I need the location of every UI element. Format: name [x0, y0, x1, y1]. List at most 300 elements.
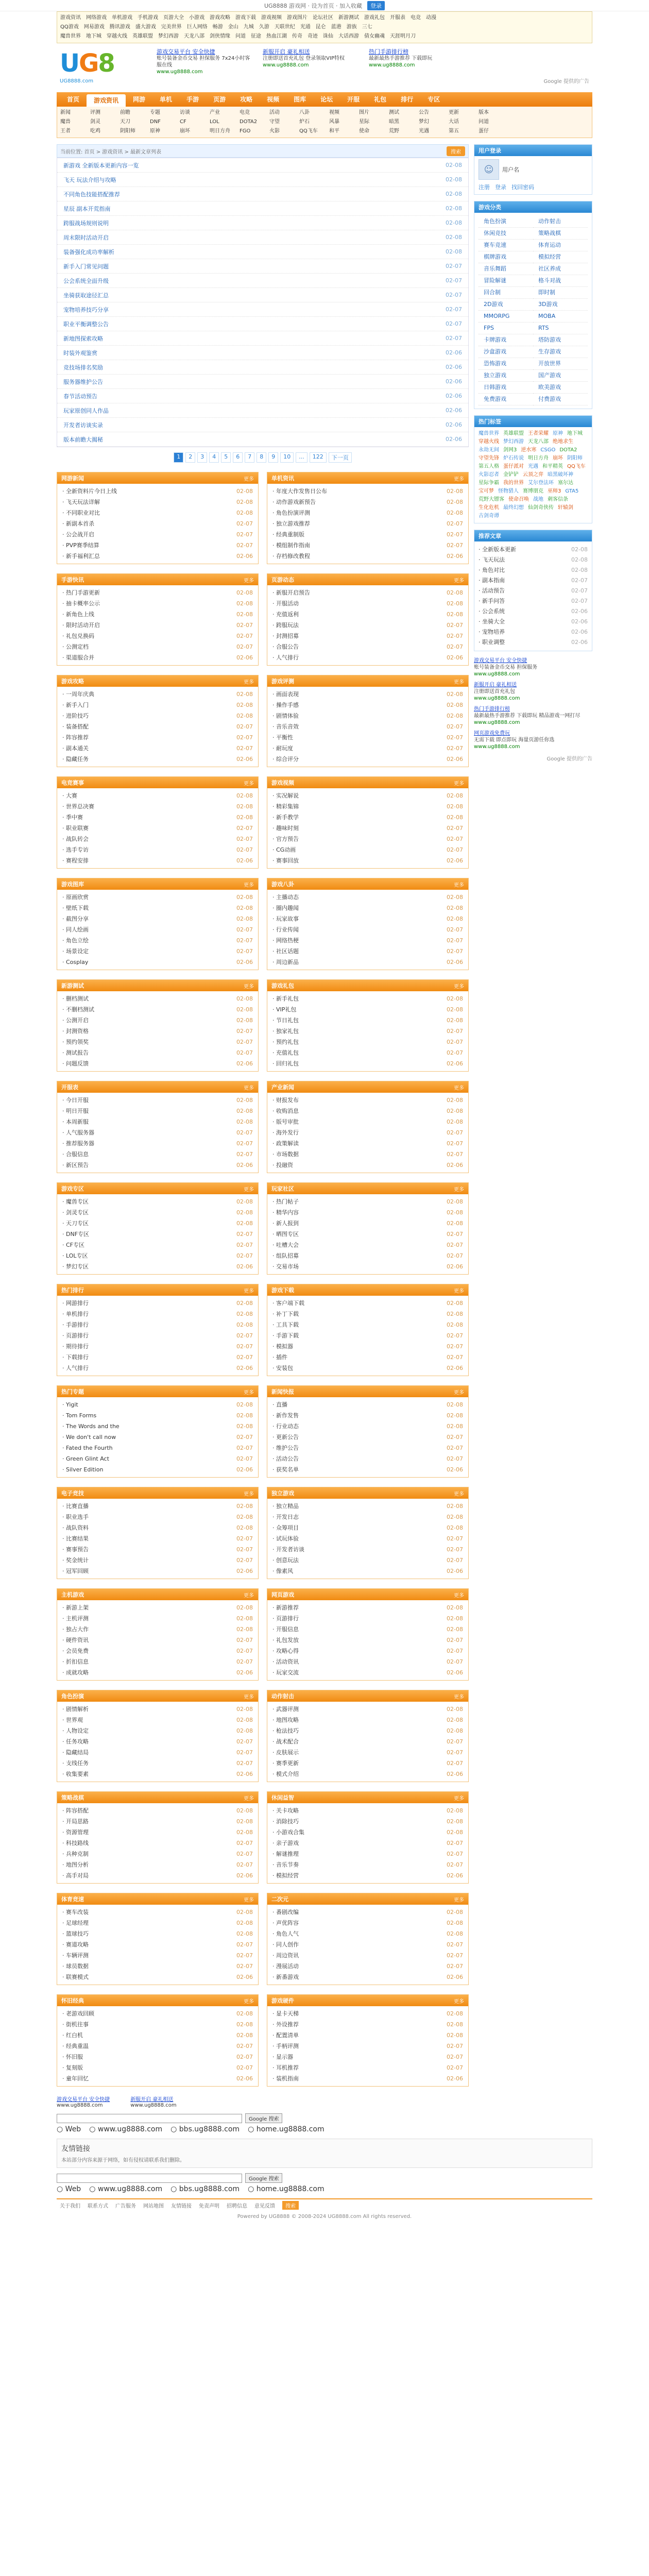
box-title[interactable]: 独立游戏: [271, 1490, 294, 1497]
quick-link[interactable]: 天涯明月刀: [390, 33, 416, 39]
box-item-title[interactable]: · 童年回忆: [62, 2075, 89, 2082]
box-item[interactable]: [272, 540, 463, 551]
box-item-title[interactable]: · 充值返利: [272, 611, 299, 618]
box-item-title[interactable]: · VIP礼包: [272, 1006, 297, 1013]
box-item[interactable]: [62, 2052, 253, 2062]
box-item-title[interactable]: · 平衡性: [272, 734, 293, 741]
box-title[interactable]: 体育竞速: [61, 1896, 84, 1903]
box-item-title[interactable]: · 精彩集锦: [272, 803, 299, 810]
tag-link[interactable]: 塞尔达: [558, 480, 573, 486]
box-item-title[interactable]: · 市场数据: [272, 1151, 299, 1158]
box-item-title[interactable]: · 页游排行: [272, 1615, 299, 1622]
box-title[interactable]: 游戏评测: [271, 678, 294, 685]
search-scope-option[interactable]: ○ Web: [57, 2185, 81, 2193]
quick-link[interactable]: 游戏图片: [287, 15, 308, 21]
box-item[interactable]: [62, 551, 253, 562]
box-item[interactable]: [62, 1319, 253, 1330]
box-item[interactable]: [62, 1160, 253, 1171]
box-item-title[interactable]: · 客户端下载: [272, 1300, 304, 1307]
list-item-title[interactable]: 玩家原创同人作品: [63, 407, 109, 414]
box-item-title[interactable]: · 模组制作指南: [272, 542, 310, 549]
box-title[interactable]: 游戏下载: [271, 1287, 294, 1294]
category-link[interactable]: 社区养成: [533, 263, 588, 275]
box-item[interactable]: [272, 1207, 463, 1218]
category-link[interactable]: 免费游戏: [479, 394, 533, 405]
box-item-title[interactable]: · 原画欣赏: [62, 894, 89, 901]
quick-link[interactable]: 光通: [300, 24, 311, 30]
box-item[interactable]: [62, 1207, 253, 1218]
box-item-title[interactable]: · 同人绘画: [62, 926, 89, 933]
box-item-title[interactable]: · 赛事回放: [272, 857, 299, 864]
box-item-title[interactable]: · 飞天玩法详解: [62, 499, 100, 505]
box-item-title[interactable]: · 剑灵专区: [62, 1209, 89, 1216]
box-item[interactable]: [272, 2008, 463, 2019]
category-link[interactable]: RTS: [533, 323, 588, 334]
list-item-title[interactable]: 版本前瞻大揭秘: [63, 436, 103, 443]
box-title[interactable]: 游戏硬件: [271, 1997, 294, 2004]
box-item[interactable]: [62, 1512, 253, 1522]
category-link[interactable]: 欧美游戏: [533, 382, 588, 394]
page-link[interactable]: 6: [233, 452, 243, 463]
box-item[interactable]: [62, 855, 253, 866]
box-item-title[interactable]: · 维护公告: [272, 1445, 299, 1451]
box-item[interactable]: [62, 1453, 253, 1464]
box-item-title[interactable]: · 行业传闻: [272, 926, 299, 933]
box-item-title[interactable]: · 操作手感: [272, 702, 299, 708]
box-item[interactable]: [272, 1838, 463, 1849]
box-item-title[interactable]: · 解谜推理: [272, 1851, 299, 1857]
footer-link[interactable]: 免责声明: [199, 2203, 219, 2209]
box-item-title[interactable]: · 经典重温: [62, 2043, 89, 2049]
nav-tab[interactable]: 手游: [186, 96, 199, 103]
category-link[interactable]: 生存游戏: [533, 346, 588, 358]
list-item[interactable]: [57, 230, 468, 245]
box-item-title[interactable]: · 开服信息: [272, 1626, 299, 1633]
box-item-title[interactable]: · 新手礼包: [272, 995, 299, 1002]
box-item-title[interactable]: · CG动画: [272, 846, 296, 853]
box-item[interactable]: [272, 1453, 463, 1464]
box-item[interactable]: [62, 700, 253, 710]
box-item-title[interactable]: · 兵种克制: [62, 1851, 89, 1857]
box-item-title[interactable]: · 阵容搭配: [62, 1807, 89, 1814]
box-item-title[interactable]: · 亲子游戏: [272, 1840, 299, 1846]
tag-link[interactable]: 云顶之弈: [523, 472, 543, 478]
box-item-title[interactable]: · 人气服务器: [62, 1129, 94, 1136]
tag-link[interactable]: 守望先锋: [479, 455, 499, 461]
box-item-title[interactable]: · 工具下载: [272, 1321, 299, 1328]
box-title[interactable]: 游戏礼包: [271, 982, 294, 989]
box-item-title[interactable]: · 老游戏回顾: [62, 2010, 94, 2017]
box-item[interactable]: [62, 993, 253, 1004]
box-item-title[interactable]: · 装备搭配: [62, 723, 89, 730]
tag-link[interactable]: 明日方舟: [528, 455, 549, 461]
box-item[interactable]: [272, 924, 463, 935]
quick-link[interactable]: 蓝港: [331, 24, 341, 30]
box-item[interactable]: [62, 1522, 253, 1533]
box-item[interactable]: [272, 1047, 463, 1058]
box-item[interactable]: [62, 935, 253, 946]
page-link[interactable]: 下一页: [329, 452, 352, 463]
box-item-title[interactable]: · 新人报到: [272, 1220, 299, 1227]
subnav-link[interactable]: 王者: [60, 128, 71, 134]
list-item[interactable]: [57, 201, 468, 216]
box-item[interactable]: [272, 1352, 463, 1363]
box-item[interactable]: [272, 957, 463, 968]
subnav-link[interactable]: 电竞: [240, 110, 250, 115]
box-item[interactable]: [62, 1544, 253, 1555]
box-title[interactable]: 游戏攻略: [61, 678, 84, 685]
box-item[interactable]: [62, 1950, 253, 1961]
box-item[interactable]: [272, 1533, 463, 1544]
more-link[interactable]: 更多: [244, 984, 254, 990]
box-item[interactable]: [272, 2052, 463, 2062]
box-item-title[interactable]: · 交易市场: [272, 1263, 299, 1270]
box-item-title[interactable]: · 外设推荐: [272, 2021, 299, 2028]
box-item[interactable]: [62, 1704, 253, 1715]
more-link[interactable]: 更多: [454, 882, 464, 888]
box-item[interactable]: [272, 1106, 463, 1116]
footer-link[interactable]: 意见反馈: [254, 2203, 275, 2209]
box-item[interactable]: [62, 1533, 253, 1544]
box-item-title[interactable]: · 声优阵容: [272, 1920, 299, 1926]
list-item-title[interactable]: 新地图探索攻略: [63, 335, 103, 342]
quick-link[interactable]: QQ游戏: [60, 24, 79, 30]
box-item[interactable]: [62, 913, 253, 924]
box-item[interactable]: [62, 844, 253, 855]
more-link[interactable]: 更多: [454, 679, 464, 685]
quick-link[interactable]: 热血江湖: [266, 33, 287, 39]
box-item[interactable]: [272, 587, 463, 598]
subnav-link[interactable]: 第五: [449, 128, 459, 134]
list-item[interactable]: [57, 403, 468, 418]
box-item[interactable]: [62, 1805, 253, 1816]
box-item-title[interactable]: · 渠道服合并: [62, 654, 94, 661]
subnav-link[interactable]: 公告: [419, 110, 429, 115]
box-item-title[interactable]: · 音乐节奏: [272, 1861, 299, 1868]
subnav-link[interactable]: 剑灵: [90, 119, 100, 125]
box-item[interactable]: [62, 924, 253, 935]
box-item-title[interactable]: · 赛道攻略: [62, 1941, 89, 1948]
box-item[interactable]: [62, 1656, 253, 1667]
box-item-title[interactable]: · 手游排行: [62, 1321, 89, 1328]
box-item[interactable]: [62, 1715, 253, 1725]
subnav-link[interactable]: 大话: [449, 119, 459, 125]
box-item-title[interactable]: · 魔兽专区: [62, 1198, 89, 1205]
box-item-title[interactable]: · 截图分享: [62, 916, 89, 922]
box-item[interactable]: [62, 1613, 253, 1624]
box-item[interactable]: [272, 1859, 463, 1870]
box-item[interactable]: [272, 903, 463, 913]
box-item[interactable]: [62, 1410, 253, 1421]
bottom-ad[interactable]: [57, 2095, 110, 2108]
recommend-title[interactable]: · 全新版本更新: [479, 546, 516, 553]
list-item-title[interactable]: 周末限时活动开启: [63, 234, 109, 241]
box-item[interactable]: [272, 1116, 463, 1127]
box-item-title[interactable]: · 独占大作: [62, 1626, 89, 1633]
site-logo[interactable]: UG8 UG8888.com: [60, 48, 147, 84]
tag-link[interactable]: 巫师3: [548, 488, 561, 494]
box-item-title[interactable]: · 周边资讯: [272, 1952, 299, 1959]
box-item[interactable]: [62, 1309, 253, 1319]
box-title[interactable]: 主机游戏: [61, 1591, 84, 1598]
category-link[interactable]: 付费游戏: [533, 394, 588, 405]
box-item-title[interactable]: · 问题反馈: [62, 1060, 89, 1067]
box-item[interactable]: [62, 1149, 253, 1160]
category-link[interactable]: 休闲竞技: [479, 228, 533, 240]
category-link[interactable]: FPS: [479, 323, 533, 334]
box-item[interactable]: [272, 2030, 463, 2041]
quick-link[interactable]: 动漫: [426, 15, 436, 21]
box-item[interactable]: [62, 1058, 253, 1069]
box-item-title[interactable]: · 直播: [272, 1401, 287, 1408]
right-ad-url[interactable]: www.ug8888.com: [474, 744, 520, 750]
box-item[interactable]: [272, 631, 463, 641]
right-ad-url[interactable]: www.ug8888.com: [474, 671, 520, 677]
box-item-title[interactable]: · 公测开启: [62, 1017, 89, 1024]
box-item[interactable]: [272, 1816, 463, 1827]
box-item[interactable]: [272, 1501, 463, 1512]
box-item[interactable]: [272, 551, 463, 562]
tag-link[interactable]: DOTA2: [559, 447, 577, 453]
box-item-title[interactable]: · 推荐服务器: [62, 1140, 94, 1147]
box-title[interactable]: 开服表: [61, 1084, 78, 1091]
more-link[interactable]: 更多: [454, 1389, 464, 1396]
right-ad[interactable]: [474, 657, 592, 677]
tag-link[interactable]: 魔兽世界: [479, 431, 499, 436]
box-item[interactable]: [62, 1501, 253, 1512]
box-item[interactable]: [272, 1704, 463, 1715]
tag-link[interactable]: 穿越火线: [479, 439, 499, 445]
box-item[interactable]: [272, 2073, 463, 2084]
box-item-title[interactable]: · 赛程安排: [62, 857, 89, 864]
subnav-link[interactable]: 访谈: [180, 110, 190, 115]
box-item[interactable]: [272, 1410, 463, 1421]
box-item[interactable]: [272, 732, 463, 743]
box-item-title[interactable]: · 更新公告: [272, 1434, 299, 1440]
bottom-ad[interactable]: [130, 2095, 176, 2108]
box-item-title[interactable]: · 战队资料: [62, 1524, 89, 1531]
list-item[interactable]: [57, 288, 468, 302]
box-item-title[interactable]: · 关卡攻略: [272, 1807, 299, 1814]
recommend-title[interactable]: · 活动预告: [479, 587, 505, 594]
subnav-link[interactable]: 更新: [449, 110, 459, 115]
box-item[interactable]: [272, 892, 463, 903]
box-item[interactable]: [62, 1555, 253, 1566]
box-item-title[interactable]: · 期待排行: [62, 1343, 89, 1350]
box-item[interactable]: [272, 1037, 463, 1047]
box-item-title[interactable]: · 玩家故事: [272, 916, 299, 922]
box-item[interactable]: [62, 587, 253, 598]
more-link[interactable]: 更多: [454, 1491, 464, 1497]
search-scope-option[interactable]: ○ bbs.ug8888.com: [170, 2185, 240, 2193]
box-item-title[interactable]: · 耳机推荐: [272, 2064, 299, 2071]
tag-link[interactable]: 古剑奇谭: [479, 513, 499, 519]
ad-title[interactable]: 游戏交易平台 安全快捷: [157, 48, 215, 55]
box-item-title[interactable]: · 剧情体验: [272, 713, 299, 719]
box-item[interactable]: [272, 946, 463, 957]
box-item[interactable]: [62, 1026, 253, 1037]
box-item-title[interactable]: · 新手入门: [62, 702, 89, 708]
box-item[interactable]: [62, 641, 253, 652]
box-item[interactable]: [62, 801, 253, 812]
box-item[interactable]: [272, 1747, 463, 1758]
quick-link[interactable]: 九城: [243, 24, 254, 30]
tag-link[interactable]: GTA5: [565, 488, 579, 494]
right-ad-title[interactable]: 游戏交易平台 安全快捷: [474, 658, 527, 664]
subnav-link[interactable]: 原神: [150, 128, 160, 134]
tag-link[interactable]: 使命召唤: [508, 497, 529, 502]
footer-link[interactable]: 关于我们: [60, 2203, 80, 2209]
recommend-item[interactable]: [479, 575, 588, 586]
box-item-title[interactable]: · 新角色上线: [62, 611, 94, 618]
more-link[interactable]: 更多: [244, 1491, 254, 1497]
category-link[interactable]: 即时制: [533, 287, 588, 299]
google-search-input-2[interactable]: [57, 2174, 242, 2183]
box-item[interactable]: [272, 1758, 463, 1769]
nav-tab[interactable]: 图库: [294, 96, 306, 103]
box-item-title[interactable]: · 手柄评测: [272, 2043, 299, 2049]
box-item[interactable]: [272, 1250, 463, 1261]
category-link[interactable]: 棋牌游戏: [479, 251, 533, 263]
nav-tab[interactable]: 游戏资讯: [87, 94, 126, 107]
recommend-title[interactable]: · 坐骑大全: [479, 618, 505, 625]
box-item-title[interactable]: · 皮肤展示: [272, 1749, 299, 1756]
tag-link[interactable]: 阴阳师: [567, 455, 583, 461]
box-item[interactable]: [272, 1421, 463, 1432]
box-item[interactable]: [62, 540, 253, 551]
page-link[interactable]: 2: [185, 452, 195, 463]
box-item[interactable]: [272, 1725, 463, 1736]
box-item-title[interactable]: · 热门手游更新: [62, 589, 100, 596]
box-item-title[interactable]: · The Words and the: [62, 1423, 119, 1430]
quick-link[interactable]: 游族: [346, 24, 357, 30]
box-item-title[interactable]: · 世界观: [62, 1717, 83, 1723]
recommend-title[interactable]: · 公会系统: [479, 608, 505, 615]
box-item-title[interactable]: · 高手对局: [62, 1872, 89, 1879]
quick-link[interactable]: 游戏礼包: [364, 15, 385, 21]
box-item[interactable]: [272, 801, 463, 812]
subnav-link[interactable]: 魔兽: [60, 119, 71, 125]
box-item-title[interactable]: · CF专区: [62, 1242, 85, 1248]
tag-link[interactable]: QQ飞车: [567, 464, 586, 469]
box-item[interactable]: [272, 1229, 463, 1240]
box-item[interactable]: [62, 1849, 253, 1859]
box-item[interactable]: [272, 1715, 463, 1725]
subnav-link[interactable]: 视频: [329, 110, 339, 115]
box-item-title[interactable]: · 大赛: [62, 792, 77, 799]
box-item-title[interactable]: · 补丁下载: [272, 1311, 299, 1317]
ad-url[interactable]: www.ug8888.com: [157, 69, 203, 75]
box-item[interactable]: [272, 1196, 463, 1207]
login-link[interactable]: 登录: [495, 184, 506, 191]
box-item-title[interactable]: · 版号审批: [272, 1118, 299, 1125]
quick-link[interactable]: 游戏资讯: [60, 15, 81, 21]
footer-go-button[interactable]: 搜索: [282, 2201, 299, 2210]
list-item-title[interactable]: 装备强化成功率解析: [63, 248, 114, 256]
page-link[interactable]: 122: [310, 452, 327, 463]
box-item[interactable]: [62, 1870, 253, 1881]
box-item-title[interactable]: · 比赛结果: [62, 1535, 89, 1542]
box-item-title[interactable]: · 单机排行: [62, 1311, 89, 1317]
box-item-title[interactable]: · 车辆评测: [62, 1952, 89, 1959]
tag-link[interactable]: 轩辕剑: [558, 505, 573, 511]
box-item[interactable]: [62, 1330, 253, 1341]
box-item[interactable]: [62, 1758, 253, 1769]
list-item-title[interactable]: 跨服战场规则说明: [63, 219, 109, 227]
box-item[interactable]: [62, 2041, 253, 2052]
box-title[interactable]: 热门专题: [61, 1388, 84, 1395]
recommend-item[interactable]: [479, 627, 588, 637]
subnav-link[interactable]: 崩坏: [180, 128, 190, 134]
list-item-title[interactable]: 星辰 副本开荒指南: [63, 205, 111, 212]
box-item-title[interactable]: · 成就攻略: [62, 1669, 89, 1676]
tag-link[interactable]: 刺客信条: [548, 497, 568, 502]
right-ad[interactable]: [474, 706, 592, 726]
box-item[interactable]: [272, 823, 463, 834]
category-link[interactable]: MMORPG: [479, 311, 533, 323]
quick-link[interactable]: 网易游戏: [83, 24, 105, 30]
box-item[interactable]: [62, 1116, 253, 1127]
box-item[interactable]: [62, 1352, 253, 1363]
box-item[interactable]: [62, 1736, 253, 1747]
box-item-title[interactable]: · 新番游戏: [272, 1974, 299, 1980]
quick-link[interactable]: 久游: [259, 24, 269, 30]
box-item[interactable]: [62, 2019, 253, 2030]
recommend-title[interactable]: · 副本指南: [479, 577, 505, 584]
box-item[interactable]: [62, 2008, 253, 2019]
subnav-link[interactable]: 测试: [389, 110, 399, 115]
box-item[interactable]: [272, 641, 463, 652]
list-item[interactable]: [57, 317, 468, 331]
quick-link[interactable]: 游戏视频: [261, 15, 282, 21]
search-button[interactable]: 搜索: [447, 146, 465, 156]
box-item[interactable]: [62, 529, 253, 540]
more-link[interactable]: 更多: [244, 882, 254, 888]
box-item[interactable]: [272, 1939, 463, 1950]
box-item[interactable]: [272, 1656, 463, 1667]
box-item[interactable]: [62, 609, 253, 620]
box-item[interactable]: [62, 1363, 253, 1374]
quick-link[interactable]: 地下城: [86, 33, 101, 39]
box-item[interactable]: [62, 1138, 253, 1149]
box-item-title[interactable]: · 球员数据: [62, 1963, 89, 1970]
quick-link[interactable]: 昆仑: [315, 24, 326, 30]
box-item-title[interactable]: · 开服活动: [272, 600, 299, 607]
subnav-link[interactable]: 风暴: [329, 119, 339, 125]
quick-link[interactable]: 魔兽世界: [60, 33, 81, 39]
box-item[interactable]: [272, 1602, 463, 1613]
box-item-title[interactable]: · 社区话题: [272, 948, 299, 955]
box-item[interactable]: [62, 1127, 253, 1138]
box-item-title[interactable]: · 显卡天梯: [272, 2010, 299, 2017]
box-item[interactable]: [62, 1907, 253, 1918]
box-title[interactable]: 单机资讯: [271, 475, 294, 482]
recommend-item[interactable]: [479, 565, 588, 575]
box-item-title[interactable]: · 开发日志: [272, 1514, 299, 1520]
subnav-link[interactable]: CF: [180, 119, 186, 125]
recommend-title[interactable]: · 新手问答: [479, 598, 505, 604]
box-item-title[interactable]: · 抽卡概率公示: [62, 600, 100, 607]
more-link[interactable]: 更多: [454, 578, 464, 584]
box-item[interactable]: [62, 1939, 253, 1950]
quick-link[interactable]: 英雄联盟: [132, 33, 153, 39]
box-item-title[interactable]: · 圈内趣闻: [272, 905, 299, 911]
quick-link[interactable]: 巨人网络: [186, 24, 208, 30]
box-item-title[interactable]: · 预约领奖: [62, 1039, 89, 1045]
box-item-title[interactable]: · 礼包发放: [272, 1637, 299, 1643]
top-login-button[interactable]: 登录: [367, 1, 385, 10]
box-item-title[interactable]: · 人气排行: [62, 1365, 89, 1371]
